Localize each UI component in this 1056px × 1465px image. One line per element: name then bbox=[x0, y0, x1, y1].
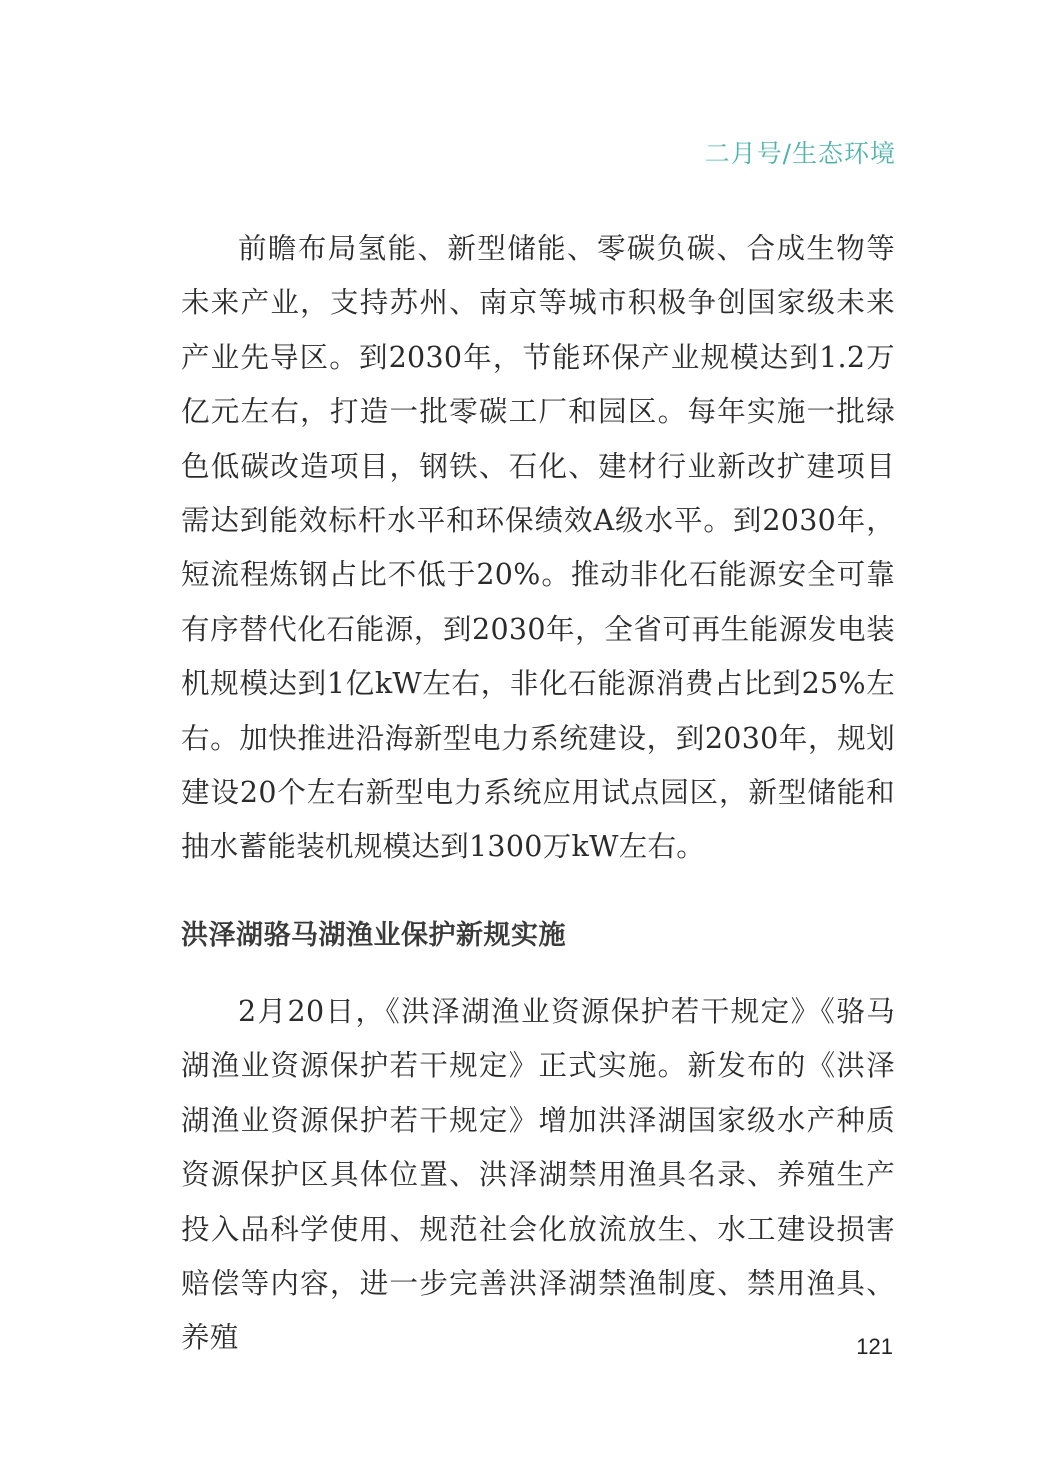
article-body bbox=[181, 222, 895, 1366]
section-heading: 洪泽湖骆马湖渔业保护新规实施 bbox=[181, 919, 566, 951]
body-paragraph: 2月20日，《洪泽湖渔业资源保护若干规定》《骆马湖渔业资源保护若干规定》正式实施。新发布的《洪泽湖渔业资源保护若干规定》增加洪泽湖国家级水产种质资源保护区具体位置、洪泽湖禁用渔具名录、养殖生产投入品科学使用、规范社会化放流放生、水工建设损害赔偿等内容，进一步完善洪泽湖禁渔制度、禁用渔具、养殖 bbox=[181, 994, 895, 1355]
body-paragraph: 前瞻布局氢能、新型储能、零碳负碳、合成生物等未来产业，支持苏州、南京等城市积极争创国家级未来产业先导区。到2030年，节能环保产业规模达到1.2万亿元左右，打造一批零碳工厂和园区。每年实施一批绿色低碳改造项目，钢铁、石化、建材行业新改扩建项目需达到能效标杆水平和环保绩效A级水平。到2030年，短流程炼钢占比不低于20%。推动非化石能源安全可靠有序替代化石能源，到2030年，全省可再生能源发电装机规模达到1亿kW左右，非化石能源消费占比到25%左右。加快推进沿海新型电力系统建设，到2030年，规划建设20个左右新型电力系统应用试点园区，新型储能和抽水蓄能装机规模达到1300万kW左右。 bbox=[181, 232, 895, 864]
page-number: 121 bbox=[856, 1334, 893, 1359]
running-header: 二月号∕生态环境 bbox=[704, 139, 896, 168]
